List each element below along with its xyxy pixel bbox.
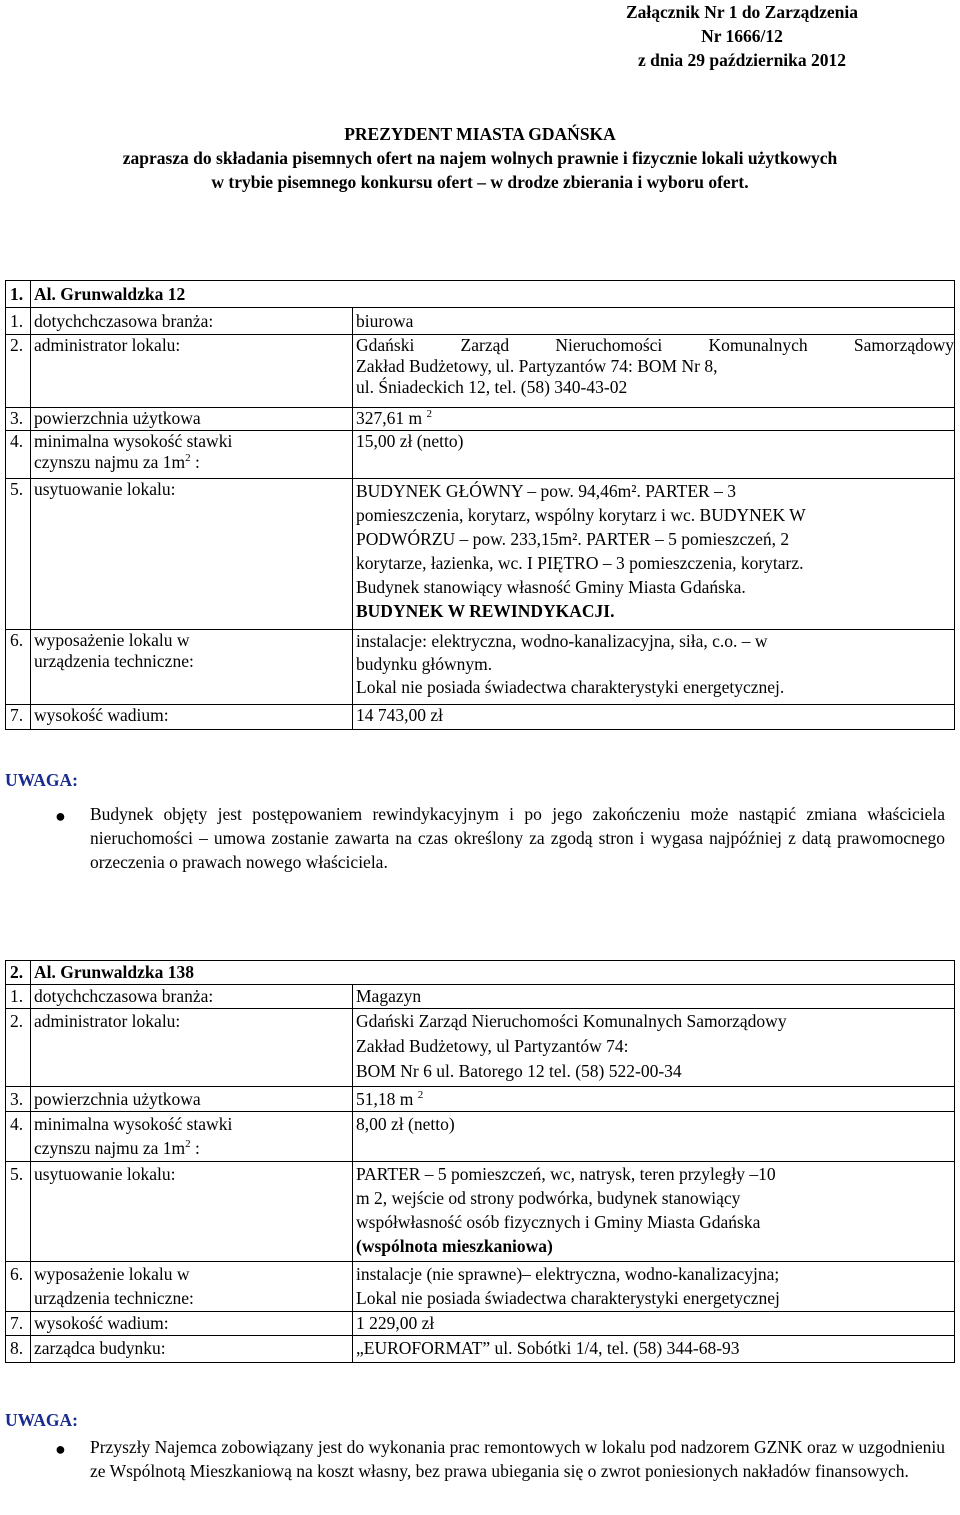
label-text: czynszu najmu za 1m [34, 452, 186, 472]
row-value [353, 1162, 955, 1262]
table-row [6, 335, 955, 408]
label-line: wyposażenie lokalu w [34, 1264, 190, 1284]
row-number: 2. [6, 1009, 31, 1087]
area-value: 327,61 m [356, 408, 423, 428]
row-label [31, 1112, 353, 1162]
value-line: Zakład Budżetowy, ul Partyzantów 74: [356, 1036, 629, 1056]
label-line: wyposażenie lokalu w [34, 630, 190, 650]
label-sup: 2 [185, 452, 191, 465]
listing-address: Al. Grunwaldzka 138 [31, 961, 955, 985]
value-line: Lokal nie posiada świadectwa charakterystyki energetycznej [356, 1288, 780, 1308]
row-number: 8. [6, 1336, 31, 1363]
row-label: wysokość wadium: [31, 705, 353, 730]
row-value [353, 408, 955, 431]
value-line: Budynek stanowiący własność Gminy Miasta Gdańska. [356, 577, 746, 597]
label-end: : [190, 1138, 200, 1158]
listing-number: 2. [6, 961, 31, 985]
value-line: BOM Nr 6 ul. Batorego 12 tel. (58) 522-00-34 [356, 1061, 682, 1081]
area-unit-sup: 2 [417, 1089, 424, 1102]
value-line: Zakład Budżetowy, ul. Partyzantów 74: BOM Nr 8, [356, 356, 718, 376]
table-row [6, 1262, 955, 1312]
area-value: 51,18 m [356, 1089, 414, 1109]
heading-line: zaprasza do składania pisemnych ofert na najem wolnych prawnie i fizycznie lokali użytkowych [122, 148, 838, 168]
attachment-number: Nr 1666/12 [701, 26, 783, 46]
row-value: 8,00 zł (netto) [353, 1112, 955, 1162]
heading-line: w trybie pisemnego konkursu ofert – w drodze zbierania i wyboru ofert. [211, 172, 749, 192]
value-line: instalacje (nie sprawne)– elektryczna, wodno-kanalizacyjna; [356, 1264, 780, 1284]
value-line: korytarze, łazienka, wc. I PIĘTRO – 3 pomieszczenia, korytarz. [356, 553, 804, 573]
row-label: usytuowanie lokalu: [31, 1162, 353, 1262]
listing-table-1 [5, 280, 955, 730]
value-line: pomieszczenia, korytarz, wspólny korytarz i wc. BUDYNEK W [356, 505, 806, 525]
row-label [31, 630, 353, 705]
row-number: 5. [6, 479, 31, 630]
row-label: usytuowanie lokalu: [31, 479, 353, 630]
row-number: 4. [6, 1112, 31, 1162]
row-number: 1. [6, 308, 31, 335]
label-line [34, 452, 352, 473]
row-label [31, 1262, 353, 1312]
row-label: zarządca budynku: [31, 1336, 353, 1363]
row-value: Magazyn [353, 985, 955, 1009]
row-label: administrator lokalu: [31, 1009, 353, 1087]
table-row [6, 308, 955, 335]
value-line: budynku głównym. [356, 654, 493, 674]
label-line: minimalna wysokość stawki [34, 1114, 233, 1134]
row-label: dotychchczasowa branża: [31, 308, 353, 335]
row-value [353, 335, 955, 408]
note-text: Przyszły Najemca zobowiązany jest do wykonania prac remontowych w lokalu pod nadzorem GZNK oraz w uzgodnieniu ze Wspólnotą Mieszkaniową na koszt własny, bez prawa ubiegania się o zwrot poniesionych nakładów finansowych. [90, 1437, 945, 1481]
attachment-header [592, 0, 892, 72]
table-row [6, 985, 955, 1009]
row-label: powierzchnia użytkowa [31, 1087, 353, 1112]
row-number: 7. [6, 1312, 31, 1336]
value-line: Lokal nie posiada świadectwa charakterystyki energetycznej. [356, 677, 785, 697]
attachment-line: Załącznik Nr 1 do Zarządzenia [625, 2, 859, 22]
listing-table-2 [5, 960, 955, 1363]
row-number: 6. [6, 1262, 31, 1312]
table-row [6, 1009, 955, 1087]
row-value [353, 630, 955, 705]
table-row [6, 1336, 955, 1363]
row-value [353, 479, 955, 630]
bullet-icon: ● [55, 806, 66, 826]
label-line: minimalna wysokość stawki [34, 431, 233, 451]
note-label: UWAGA: [5, 1410, 78, 1430]
listing-title-row [6, 281, 955, 308]
value-line: PODWÓRZU – pow. 233,15m². PARTER – 5 pomieszczeń, 2 [356, 529, 790, 549]
value-line-bold: (wspólnota mieszkaniowa) [356, 1236, 553, 1256]
area-unit-sup: 2 [426, 408, 432, 421]
row-number: 5. [6, 1162, 31, 1262]
table-row [6, 1162, 955, 1262]
attachment-date: z dnia 29 października 2012 [637, 50, 847, 70]
note-label: UWAGA: [5, 770, 78, 790]
row-number: 4. [6, 431, 31, 479]
row-number: 2. [6, 335, 31, 408]
heading-title: PREZYDENT MIASTA GDAŃSKA [344, 124, 616, 144]
announcement-heading [0, 122, 960, 194]
bullet-icon: ● [55, 1439, 66, 1459]
value-line: BUDYNEK GŁÓWNY – pow. 94,46m². PARTER – 3 [356, 481, 736, 501]
label-sup: 2 [185, 1138, 191, 1151]
row-label: administrator lokalu: [31, 335, 353, 408]
table-row [6, 1112, 955, 1162]
row-label [31, 431, 353, 479]
row-value: „EUROFORMAT” ul. Sobótki 1/4, tel. (58) 344-68-93 [353, 1336, 955, 1363]
table-row [6, 479, 955, 630]
table-row [6, 1087, 955, 1112]
value-line: Gdański Zarząd Nieruchomości Komunalnych Samorządowy [356, 335, 954, 355]
label-line [34, 1136, 352, 1160]
row-number: 6. [6, 630, 31, 705]
value-line: m 2, wejście od strony podwórka, budynek stanowiący [356, 1188, 741, 1208]
label-line: urządzenia techniczne: [34, 651, 194, 671]
value-line: ul. Śniadeckich 12, tel. (58) 340-43-02 [356, 377, 628, 397]
row-label: dotychchczasowa branża: [31, 985, 353, 1009]
row-value: 14 743,00 zł [353, 705, 955, 730]
value-line: PARTER – 5 pomieszczeń, wc, natrysk, teren przyległy –10 [356, 1164, 776, 1184]
label-text: czynszu najmu za 1m [34, 1138, 186, 1158]
value-line: Gdański Zarząd Nieruchomości Komunalnych Samorządowy [356, 1011, 787, 1031]
listing-title-row [6, 961, 955, 985]
listing-number: 1. [6, 281, 31, 308]
row-value: 1 229,00 zł [353, 1312, 955, 1336]
row-number: 1. [6, 985, 31, 1009]
row-number: 3. [6, 1087, 31, 1112]
note-text: Budynek objęty jest postępowaniem rewindykacyjnym i po jego zakończeniu może nastąpić zmiana właściciela nieruchomości – umowa zostanie zawarta na czas określony za zgodą stron i wygasa najpóźniej z datą prawomocnego orzeczenia o prawach nowego właściciela. [90, 804, 945, 872]
row-number: 3. [6, 408, 31, 431]
table-row [6, 630, 955, 705]
listing-address: Al. Grunwaldzka 12 [31, 281, 955, 308]
label-line: urządzenia techniczne: [34, 1288, 194, 1308]
table-row [6, 431, 955, 479]
row-value: 15,00 zł (netto) [353, 431, 955, 479]
value-line-bold: BUDYNEK W REWINDYKACJI. [356, 601, 615, 621]
row-number: 7. [6, 705, 31, 730]
value-line: współwłasność osób fizycznych i Gminy Miasta Gdańska [356, 1212, 761, 1232]
table-row [6, 408, 955, 431]
row-value: biurowa [353, 308, 955, 335]
row-value [353, 1262, 955, 1312]
value-line: instalacje: elektryczna, wodno-kanalizacyjna, siła, c.o. – w [356, 631, 768, 651]
row-label: powierzchnia użytkowa [31, 408, 353, 431]
row-value [353, 1009, 955, 1087]
table-row [6, 1312, 955, 1336]
label-end: : [190, 452, 200, 472]
row-value [353, 1087, 955, 1112]
table-row [6, 705, 955, 730]
row-label: wysokość wadium: [31, 1312, 353, 1336]
